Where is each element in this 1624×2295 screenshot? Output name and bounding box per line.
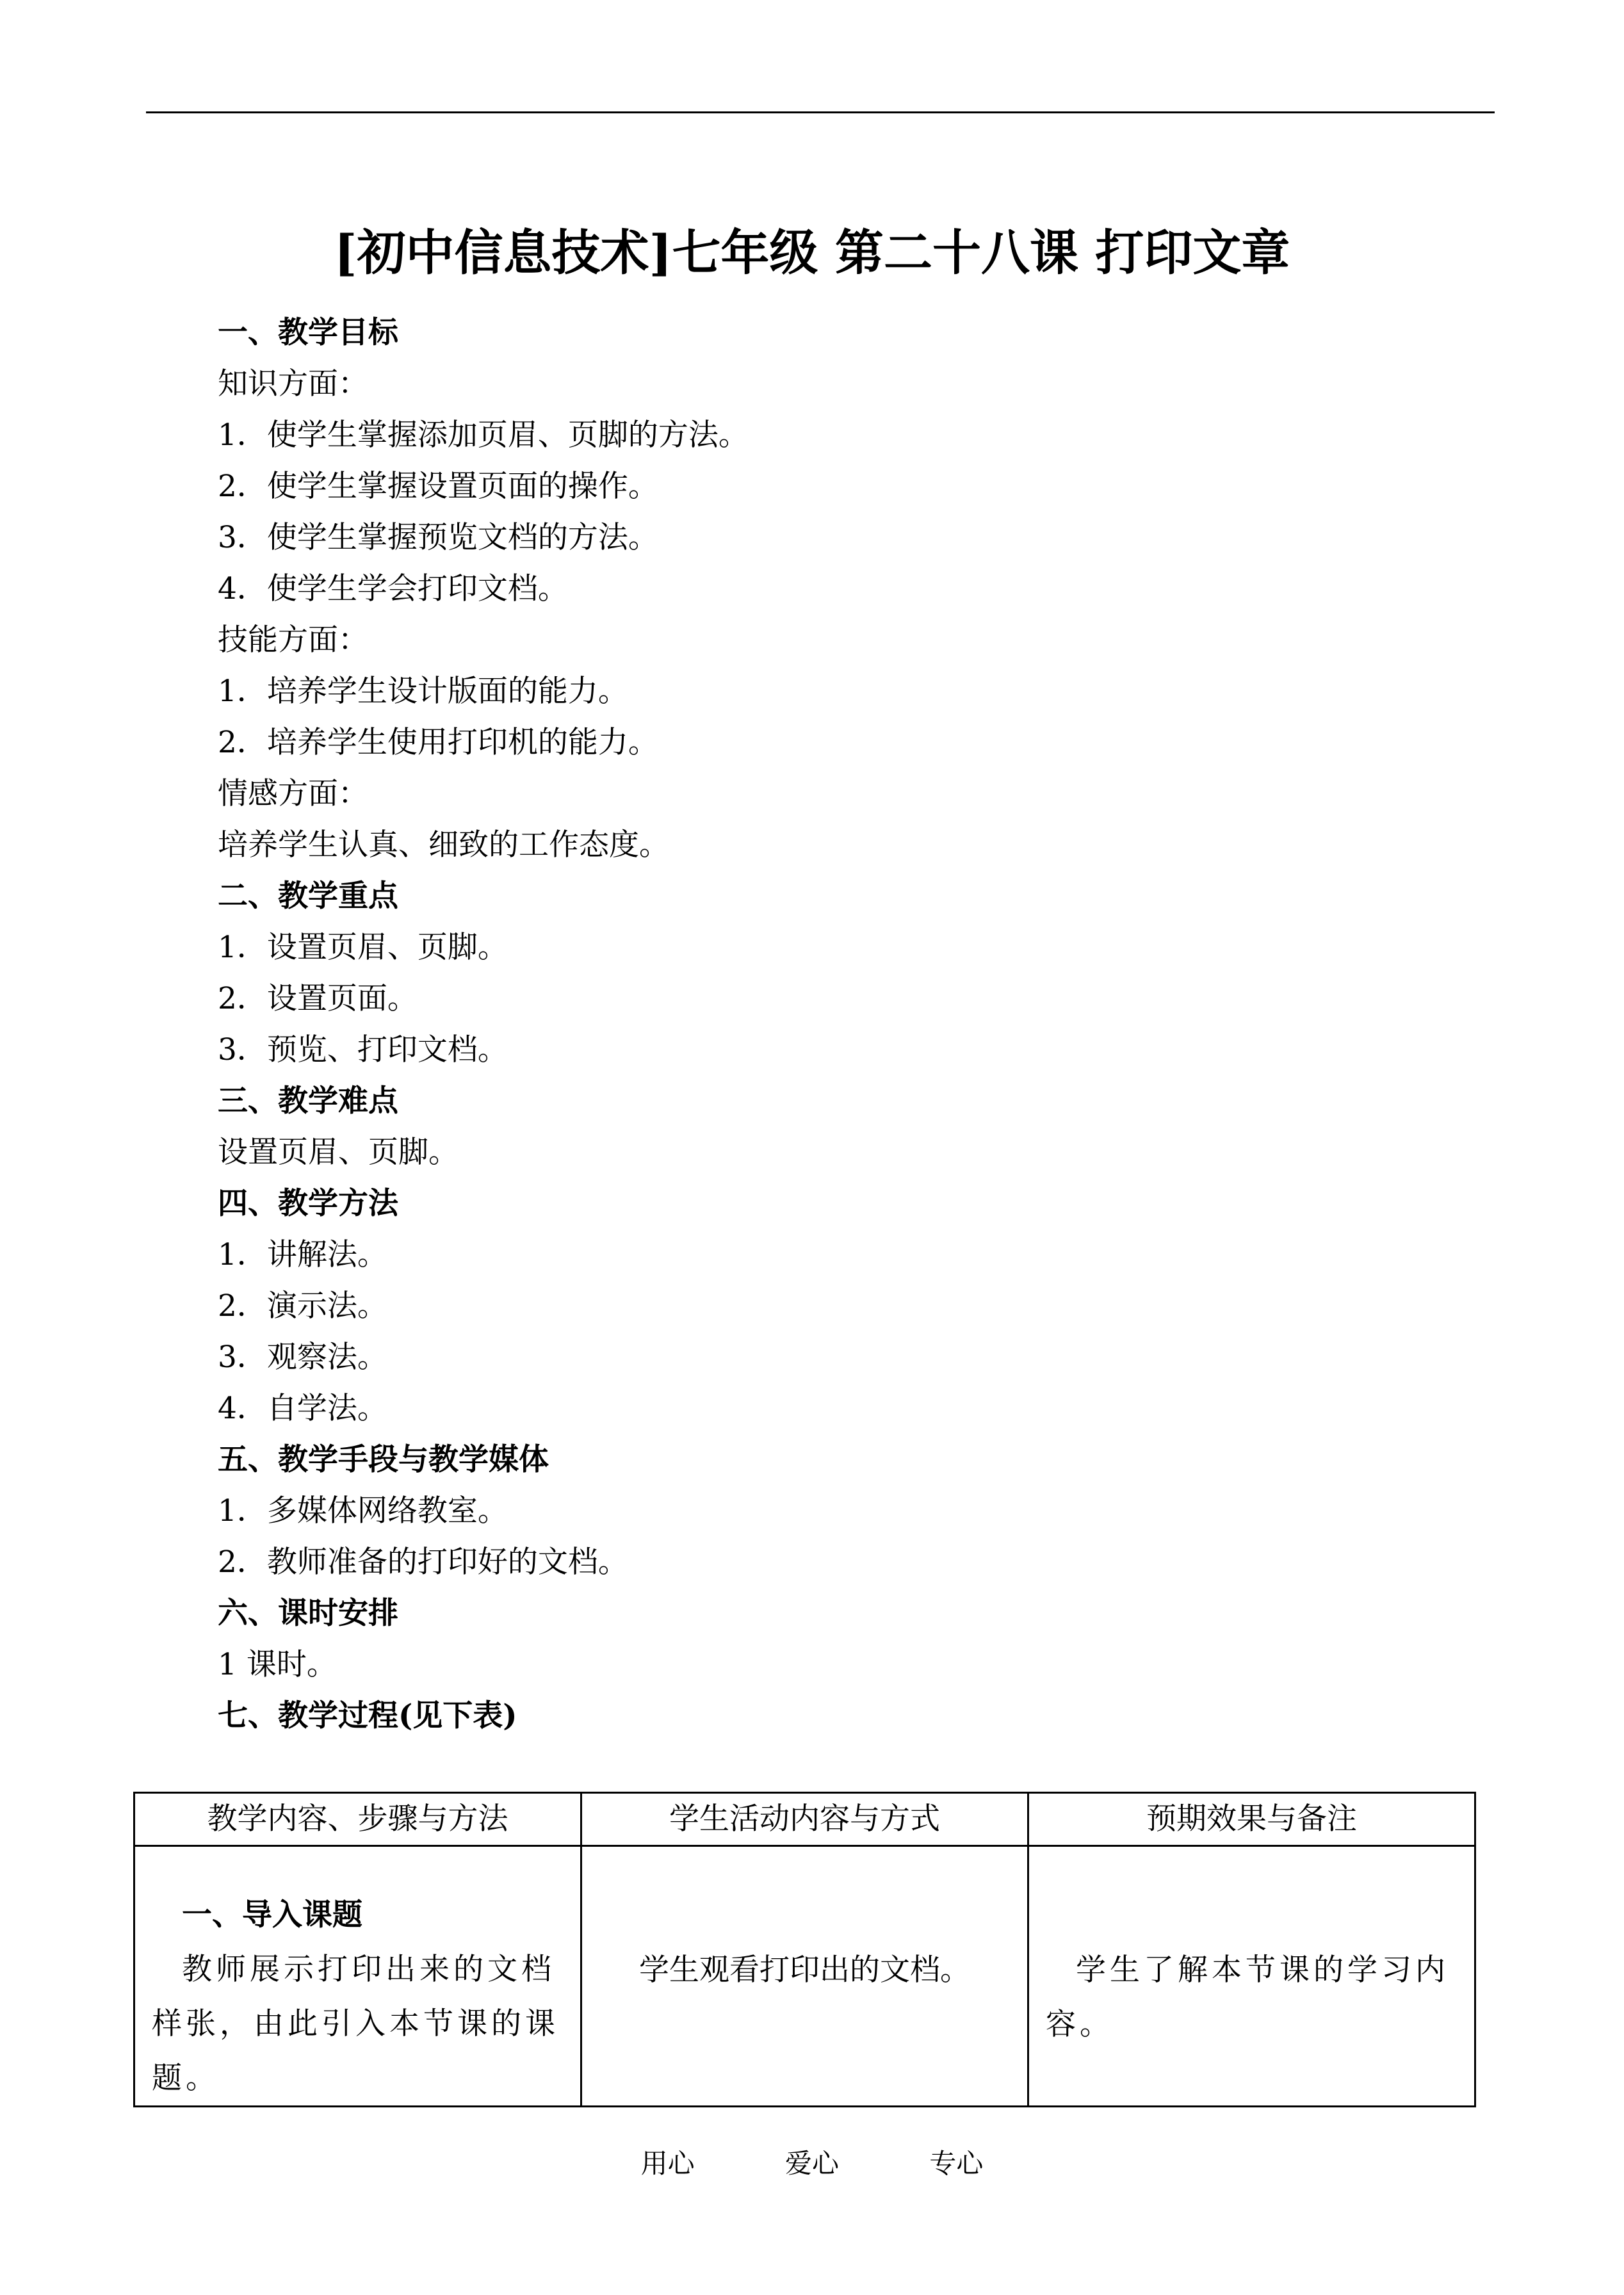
section-heading: 三、教学难点 [218, 1083, 398, 1119]
table-row [134, 1846, 1475, 2107]
cell-text: 教师展示打印出来的文档样张，由此引入本节课的课题。 [152, 1952, 559, 2096]
body-line: 1．使学生掌握添加页眉、页脚的方法。 [218, 418, 749, 453]
body-line: 2．培养学生使用打印机的能力。 [218, 725, 658, 760]
body-line: 2．使学生掌握设置页面的操作。 [218, 469, 658, 504]
footer-word: 用心 [640, 2148, 695, 2179]
cell-text: 学生观看打印出的文档。 [639, 1952, 970, 1988]
document-title: [初中信息技术]七年级 第二十八课 打印文章 [334, 224, 1290, 281]
body-line: 1．培养学生设计版面的能力。 [218, 674, 628, 709]
section-heading: 二、教学重点 [218, 879, 398, 914]
footer-word: 专心 [929, 2148, 984, 2179]
cell-text: 学生了解本节课的学习内容。 [1046, 1952, 1449, 2042]
table-header-row [134, 1793, 1475, 1846]
page-footer [0, 2143, 1624, 2181]
body-line: 1．设置页眉、页脚。 [218, 930, 508, 965]
body-line: 2．演示法。 [218, 1288, 387, 1324]
teaching-process-table [133, 1792, 1476, 2107]
table-header-cell: 预期效果与备注 [1028, 1793, 1475, 1846]
document-body [218, 307, 1498, 1742]
section-heading: 四、教学方法 [218, 1186, 398, 1221]
table-header-cell: 学生活动内容与方式 [581, 1793, 1028, 1846]
footer-word: 爱心 [784, 2148, 839, 2179]
section-heading: 五、教学手段与教学媒体 [218, 1442, 549, 1477]
table-cell [581, 1846, 1028, 2107]
table-cell [1028, 1846, 1475, 2107]
table-header-cell: 教学内容、步骤与方法 [134, 1793, 581, 1846]
body-line: 3．预览、打印文档。 [218, 1032, 508, 1067]
section-heading: 七、教学过程(见下表) [218, 1698, 517, 1733]
body-line: 2．教师准备的打印好的文档。 [218, 1545, 628, 1580]
body-line: 知识方面： [218, 366, 368, 401]
body-line: 培养学生认真、细致的工作态度。 [218, 827, 669, 863]
body-line: 4．使学生学会打印文档。 [218, 571, 568, 606]
body-line: 情感方面： [218, 776, 368, 811]
body-line: 4．自学法。 [218, 1391, 387, 1426]
table-cell [134, 1846, 581, 2107]
body-line: 技能方面： [218, 622, 368, 658]
body-line: 1．多媒体网络教室。 [218, 1493, 508, 1529]
header-rule [146, 111, 1495, 113]
body-line: 1 课时。 [218, 1647, 337, 1682]
body-line: 2．设置页面。 [218, 981, 418, 1016]
body-line: 设置页眉、页脚。 [218, 1135, 459, 1170]
cell-heading: 一、导入课题 [182, 1897, 362, 1933]
section-heading: 一、教学目标 [218, 315, 398, 350]
section-heading: 六、课时安排 [218, 1596, 398, 1631]
body-line: 3．使学生掌握预览文档的方法。 [218, 520, 658, 555]
body-line: 3．观察法。 [218, 1340, 387, 1375]
body-line: 1．讲解法。 [218, 1237, 387, 1272]
